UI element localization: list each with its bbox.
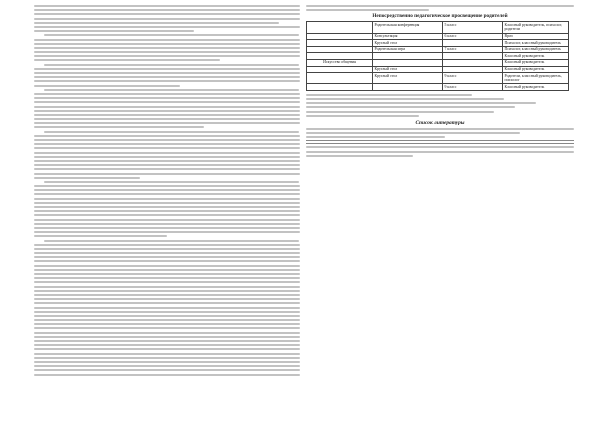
table-row (307, 33, 569, 40)
table-cell-grade (443, 66, 503, 73)
paragraph-2 (34, 34, 300, 61)
table-row (307, 66, 569, 73)
table-cell-theme (307, 22, 373, 33)
table-cell-grade: 9 класс (443, 84, 503, 91)
table-cell-responsible: Классный руководитель, психолог, родители (503, 22, 569, 33)
table-cell-form: Родительская игра (373, 46, 443, 53)
table-cell-grade (443, 53, 503, 60)
table-cell-theme (307, 66, 373, 73)
table-cell-responsible: Классный руководитель (503, 66, 569, 73)
table-cell-theme (307, 33, 373, 40)
table-cell-grade (443, 40, 503, 47)
table-row (307, 53, 569, 60)
table-cell-form: Круглый стол (373, 66, 443, 73)
principles-list (306, 94, 574, 117)
paragraph-3 (34, 64, 300, 87)
paragraph-6 (34, 181, 300, 237)
education-plan-table (306, 21, 569, 91)
paragraph-4 (34, 89, 300, 129)
table-cell-responsible: Родители, классный руководитель, психолог (503, 73, 569, 84)
paragraph-continued (306, 5, 574, 11)
table-cell-responsible: Врач (503, 33, 569, 40)
table-cell-form (373, 84, 443, 91)
table-cell-form: Родительская конференция (373, 22, 443, 33)
table-cell-responsible: Классный руководитель (503, 59, 569, 66)
table-cell-form (373, 59, 443, 66)
table-cell-theme: Искусство общения (307, 59, 373, 66)
table-row (307, 84, 569, 91)
paragraph-1 (34, 5, 300, 32)
table-cell-responsible: Классный руководитель (503, 84, 569, 91)
table-cell-form: Круглый стол (373, 73, 443, 84)
table-cell-grade: 7 класс (443, 46, 503, 53)
reference-2 (306, 136, 574, 138)
table-cell-responsible: Психолог, классный руководитель (503, 40, 569, 47)
table-row (307, 40, 569, 47)
reference-3 (306, 146, 574, 156)
reference-1 (306, 128, 574, 134)
table-cell-theme (307, 46, 373, 53)
table-cell-responsible: Психолог, классный руководитель (503, 46, 569, 53)
table-cell-theme (307, 73, 373, 84)
table-cell-form (373, 53, 443, 60)
paragraph-5 (34, 131, 300, 179)
table-cell-grade: 5 класс (443, 22, 503, 33)
table-cell-theme (307, 40, 373, 47)
table-cell-theme (307, 53, 373, 60)
table-cell-grade: 9 класс (443, 73, 503, 84)
table-cell-form: Консультация (373, 33, 443, 40)
table-row (307, 73, 569, 84)
table-cell-form: Круглый стол (373, 40, 443, 47)
table-cell-grade: 6 класс (443, 33, 503, 40)
table-cell-responsible: Классный руководитель (503, 53, 569, 60)
table-row (307, 46, 569, 53)
divider-2 (306, 143, 574, 144)
table-title: Непосредственно педагогическое просвещение родителей (372, 13, 508, 20)
divider (306, 140, 574, 141)
right-text-column (306, 5, 574, 417)
table-cell-theme (307, 84, 373, 91)
table-row (307, 59, 569, 66)
literature-title: Список литературы (415, 119, 465, 126)
left-text-column (34, 5, 300, 417)
table-row (307, 22, 569, 33)
paragraph-7 (34, 240, 300, 376)
table-cell-grade (443, 59, 503, 66)
